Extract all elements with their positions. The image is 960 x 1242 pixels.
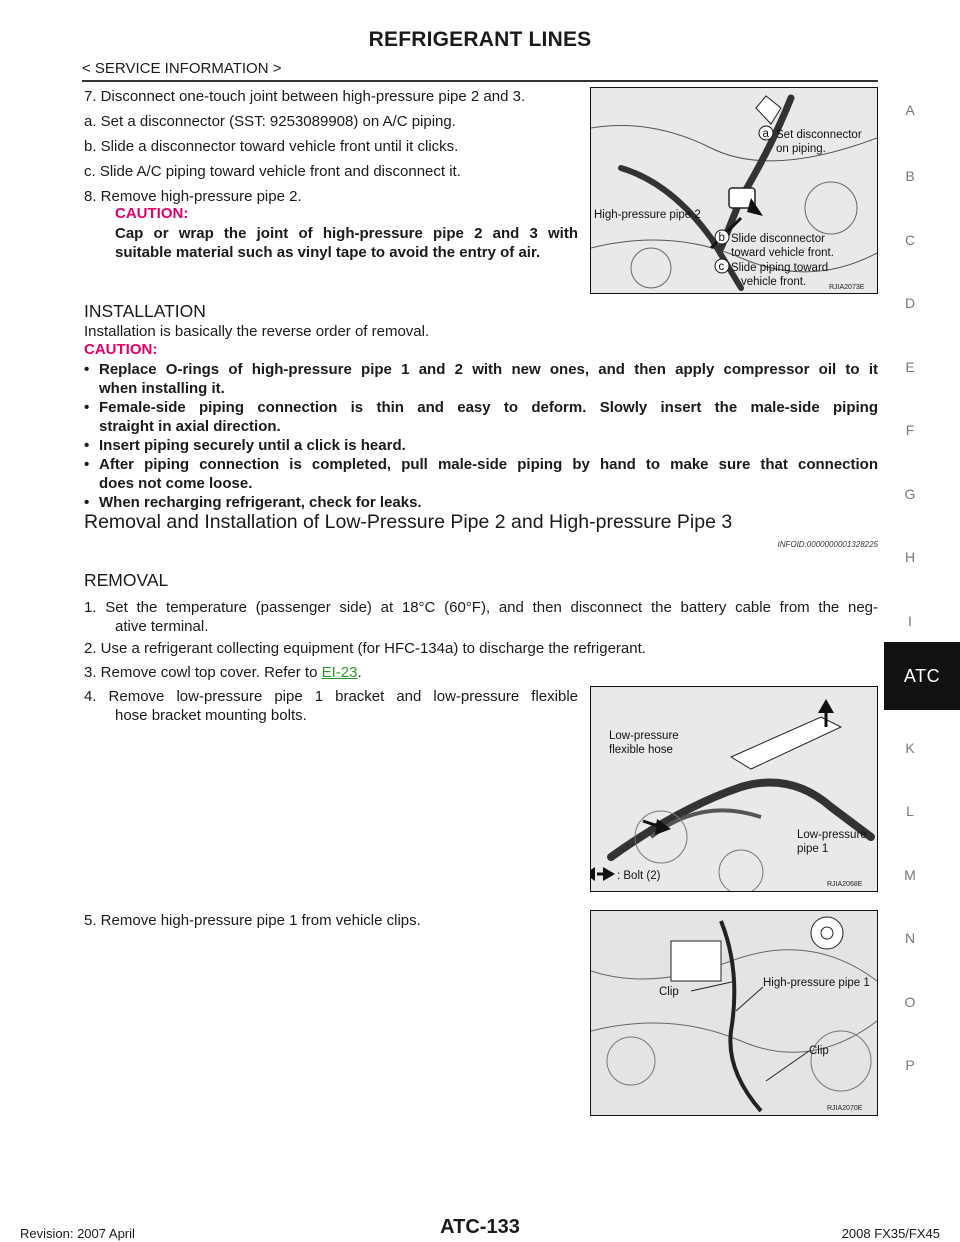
fig1-letter-b: b <box>718 232 725 244</box>
installation-caution-label: CAUTION: <box>84 341 158 358</box>
side-index-c[interactable]: C <box>904 232 916 248</box>
fig1-id: RJIA2073E <box>829 284 865 291</box>
figure-low-pressure-illustration <box>590 686 878 892</box>
installation-bullet-2-line-1: Female-side piping connection is thin and easy to deform. Slowly insert the male-side piping <box>99 399 878 416</box>
fig1-letter-c: c <box>718 261 725 273</box>
bullet-dot: • <box>84 456 90 473</box>
side-index-n[interactable]: N <box>904 930 916 946</box>
fig2-label-hose-2: flexible hose <box>609 744 673 756</box>
bullet-dot: • <box>84 399 90 416</box>
removal-step-3 <box>84 663 362 682</box>
fig1-label-b-2: toward vehicle front. <box>731 247 834 259</box>
fig1-label-c-1: Slide piping toward <box>731 262 829 274</box>
bullet-dot: • <box>84 494 90 511</box>
ei-23-link[interactable]: EI-23 <box>321 664 358 681</box>
page-title: REFRIGERANT LINES <box>368 28 592 51</box>
step-7b: b. Slide a disconnector toward vehicle front until it clicks. <box>84 138 459 155</box>
footer-model: 2008 FX35/FX45 <box>841 1226 940 1241</box>
removal-step-4-line-1: 4. Remove low-pressure pipe 1 bracket and low-pressure flexible <box>84 688 578 705</box>
installation-heading: INSTALLATION <box>84 301 206 321</box>
removal-step-4-line-2: hose bracket mounting bolts. <box>115 707 307 724</box>
figure-high-pressure-illustration <box>590 910 878 1116</box>
step-7: 7. Disconnect one-touch joint between high-pressure pipe 2 and 3. <box>84 88 526 105</box>
caution-text-line-2: suitable material such as vinyl tape to avoid the entry of air. <box>115 244 541 261</box>
fig1-label-pipe: High-pressure pipe 2 <box>594 209 701 221</box>
fig1-label-b-1: Slide disconnector <box>731 233 825 245</box>
side-index-k[interactable]: K <box>905 740 915 756</box>
removal-step-1-line-2: ative terminal. <box>115 618 209 635</box>
bullet-dot: • <box>84 361 90 378</box>
side-index-e[interactable]: E <box>905 359 915 375</box>
step-8: 8. Remove high-pressure pipe 2. <box>84 188 302 205</box>
fig3-label-clip-2: Clip <box>809 1045 829 1057</box>
removal-step-5: 5. Remove high-pressure pipe 1 from vehicle clips. <box>84 912 421 929</box>
side-index-g[interactable]: G <box>904 486 916 502</box>
installation-bullet-5: When recharging refrigerant, check for leaks. <box>99 494 422 511</box>
side-index-l[interactable]: L <box>906 803 914 819</box>
fig2-id: RJIA2068E <box>827 881 863 888</box>
installation-bullet-2-line-2: straight in axial direction. <box>99 418 281 435</box>
fig1-label-a-1: Set disconnector <box>776 129 862 141</box>
fig3-label-pipe: High-pressure pipe 1 <box>763 977 870 989</box>
fig2-label-bolt: : Bolt (2) <box>617 870 661 882</box>
removal-step-3-period: . <box>357 664 362 681</box>
page-section-label: < SERVICE INFORMATION > <box>82 60 282 77</box>
bullet-dot: • <box>84 437 90 454</box>
fig2-label-pipe-2: pipe 1 <box>797 843 829 855</box>
side-index-b[interactable]: B <box>905 168 915 184</box>
section-infoid: INFOID:0000000001328225 <box>777 540 878 549</box>
removal-step-2: 2. Use a refrigerant collecting equipment (for HFC-134a) to discharge the refrigerant. <box>84 640 646 657</box>
side-index-o[interactable]: O <box>904 994 916 1010</box>
side-index-i[interactable]: I <box>908 613 912 629</box>
side-index-a[interactable]: A <box>905 102 915 118</box>
footer-revision: Revision: 2007 April <box>20 1226 135 1241</box>
step-7a: a. Set a disconnector (SST: 9253089908) on A/C piping. <box>84 113 456 130</box>
removal-heading: REMOVAL <box>84 570 169 590</box>
installation-intro: Installation is basically the reverse order of removal. <box>84 323 430 340</box>
installation-bullet-4-line-2: does not come loose. <box>99 475 253 492</box>
footer-page-number: ATC-133 <box>440 1216 520 1238</box>
fig1-label-a-2: on piping. <box>776 143 826 155</box>
installation-bullet-4-line-1: After piping connection is completed, pull male-side piping by hand to make sure that connection <box>99 456 878 473</box>
caution-text-line-1: Cap or wrap the joint of high-pressure pipe 2 and 3 with <box>115 225 578 242</box>
side-index-p[interactable]: P <box>905 1057 915 1073</box>
removal-step-1-line-1: 1. Set the temperature (passenger side) at 18°C (60°F), and then disconnect the battery cable from the neg- <box>84 599 878 616</box>
fig1-label-c-2: vehicle front. <box>741 276 807 288</box>
installation-bullet-3: Insert piping securely until a click is heard. <box>99 437 406 454</box>
caution-label: CAUTION: <box>115 205 189 222</box>
fig2-label-pipe-1: Low-pressure <box>797 829 867 841</box>
side-index-active-tab[interactable]: ATC <box>884 642 960 710</box>
fig2-label-hose-1: Low-pressure <box>609 730 679 742</box>
header-divider <box>82 80 878 82</box>
fig3-label-clip-1: Clip <box>659 986 679 998</box>
installation-bullet-1-line-1: Replace O-rings of high-pressure pipe 1 and 2 with new ones, and then apply compressor oil to it <box>99 361 878 378</box>
fig3-id: RJIA2070E <box>827 1105 863 1112</box>
fig1-letter-a: a <box>762 128 769 140</box>
side-index-f[interactable]: F <box>905 422 915 438</box>
side-index-d[interactable]: D <box>904 295 916 311</box>
step-7c: c. Slide A/C piping toward vehicle front and disconnect it. <box>84 163 461 180</box>
side-index-m[interactable]: M <box>904 867 916 883</box>
installation-bullet-1-line-2: when installing it. <box>99 380 225 397</box>
removal-step-3-text: 3. Remove cowl top cover. Refer to <box>84 664 322 681</box>
section-title: Removal and Installation of Low-Pressure Pipe 2 and High-pressure Pipe 3 <box>84 511 733 533</box>
figure-disconnector-illustration <box>590 87 878 294</box>
side-index-h[interactable]: H <box>904 549 916 565</box>
